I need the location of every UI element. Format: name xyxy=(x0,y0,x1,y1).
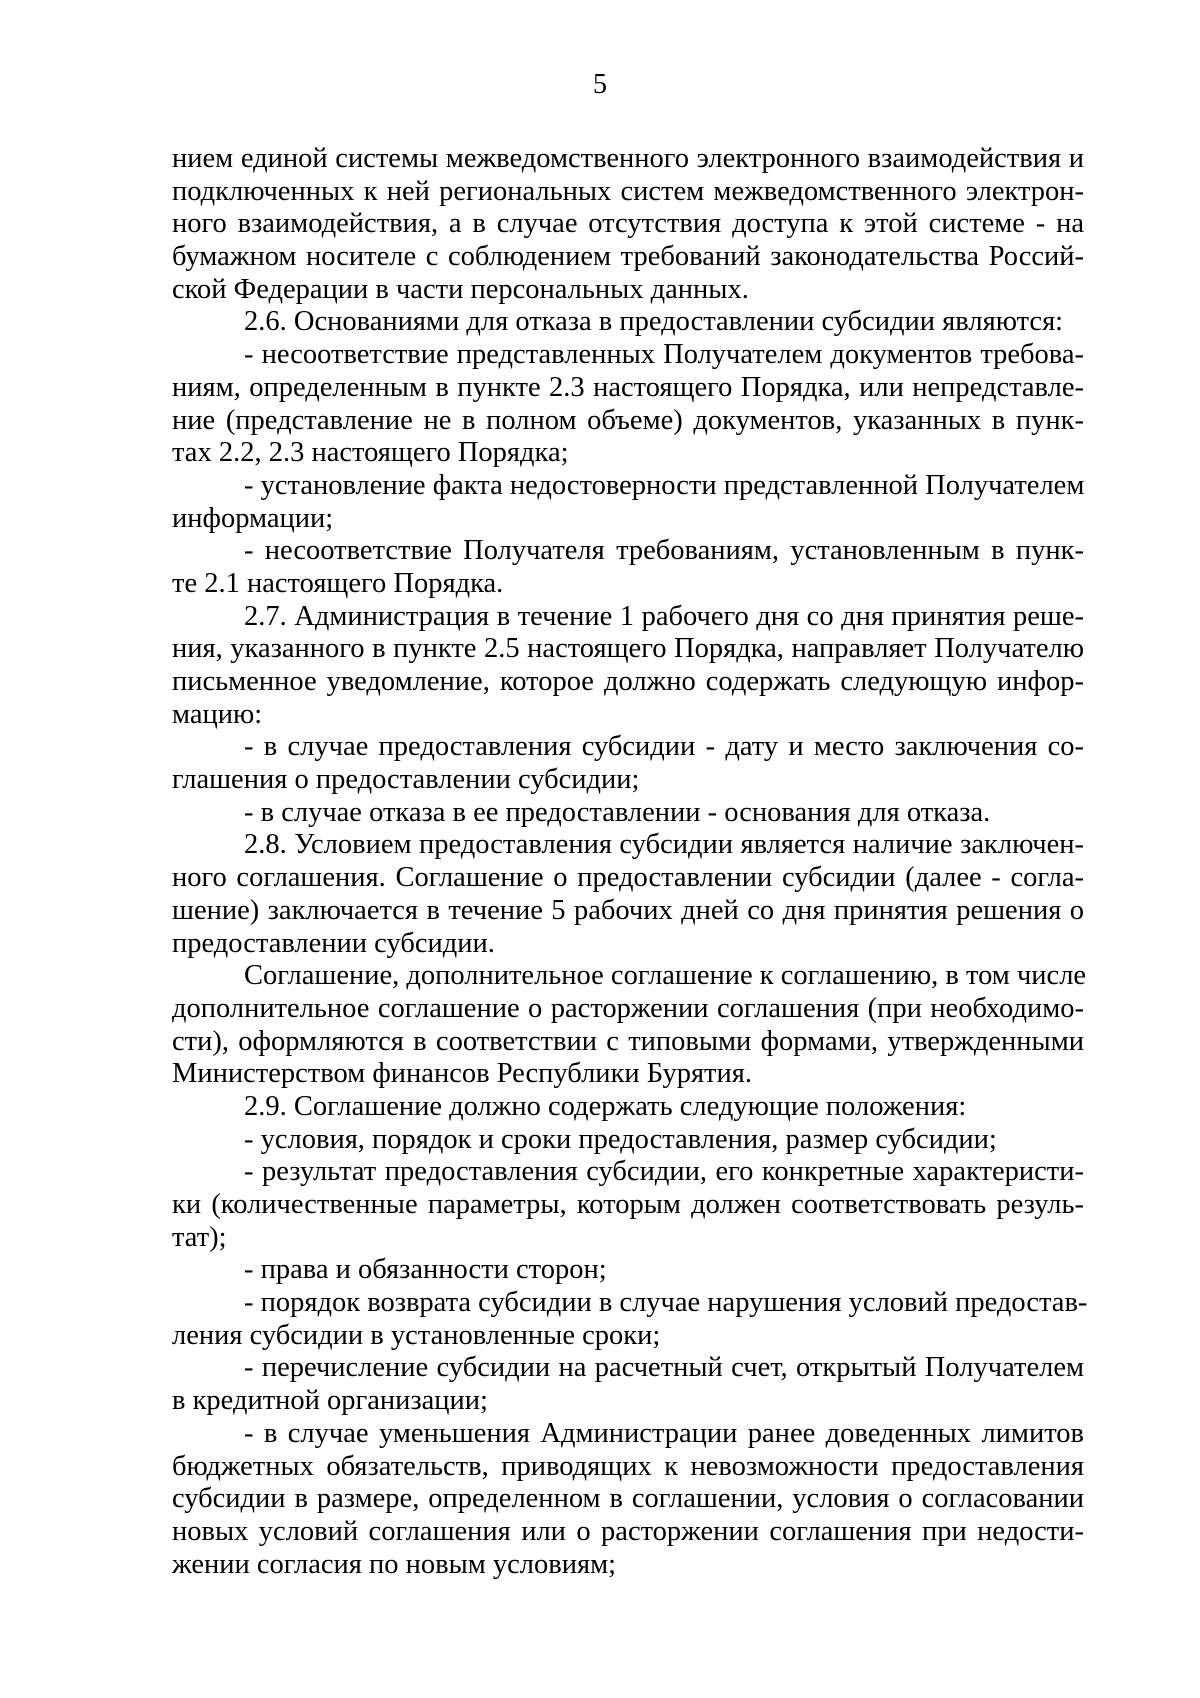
text-line: - результат предоставления субсидии, его конкретные характеристи- xyxy=(244,1156,1084,1188)
text-line: бюджетных обязательств, приводящих к невозможности предоставления xyxy=(172,1450,1084,1482)
text-line: 2.8. Условием предоставления субсидии является наличие заключен- xyxy=(244,829,1084,861)
text-line: - в случае предоставления субсидии - дату и место заключения со- xyxy=(244,731,1084,763)
text-line: 2.6. Основаниями для отказа в предоставлении субсидии являются: xyxy=(244,306,1064,338)
text-line: - установление факта недостоверности представленной Получателем xyxy=(244,469,1085,501)
text-line: 2.9. Соглашение должно содержать следующие положения: xyxy=(244,1090,967,1122)
text-line: новых условий соглашения или о расторжении соглашения при недости- xyxy=(172,1515,1084,1547)
page-number: 5 xyxy=(593,69,607,100)
text-line: ки (количественные параметры, которым должен соответствовать резуль- xyxy=(172,1189,1084,1220)
text-line: дополнительное соглашение о расторжении соглашения (при необходимо- xyxy=(172,992,1084,1024)
text-line: - перечисление субсидии на расчетный счет, открытый Получателем xyxy=(244,1352,1084,1384)
text-line: письменное уведомление, которое должно содержать следующую инфор- xyxy=(172,666,1084,697)
text-line: те 2.1 настоящего Порядка. xyxy=(172,567,504,599)
text-line: в кредитной организации; xyxy=(172,1385,488,1417)
text-line: нием единой системы межведомственного электронного взаимодействия и xyxy=(172,143,1084,174)
text-line: тах 2.2, 2.3 настоящего Порядка; xyxy=(172,437,569,469)
text-line: тат); xyxy=(172,1221,227,1253)
text-line: шение) заключается в течение 5 рабочих дней со дня принятия решения о xyxy=(172,894,1084,926)
text-line: - в случае уменьшения Администрации ранее доведенных лимитов xyxy=(244,1417,1084,1449)
text-line: глашения о предоставлении субсидии; xyxy=(172,764,640,796)
text-line: бумажном носителе с соблюдением требований законодательства Россий- xyxy=(172,241,1084,273)
text-line: мацию: xyxy=(172,698,263,730)
text-line: ного соглашения. Соглашение о предоставлении субсидии (далее - согла- xyxy=(172,862,1084,894)
text-line: подключенных к ней региональных систем межведомственного электрон- xyxy=(172,175,1084,207)
text-line: Министерством финансов Республики Бурятия. xyxy=(172,1058,752,1090)
text-line: - несоответствие представленных Получателем документов требова- xyxy=(244,339,1084,371)
text-line: - порядок возврата субсидии в случае нарушения условий предостав- xyxy=(244,1287,1088,1319)
text-line: ской Федерации в части персональных данных. xyxy=(172,273,749,305)
text-line: - права и обязанности сторон; xyxy=(244,1254,607,1286)
text-line: - условия, порядок и сроки предоставления, размер субсидии; xyxy=(244,1123,997,1155)
text-line: Соглашение, дополнительное соглашение к соглашению, в том числе xyxy=(244,960,1087,992)
text-line: - в случае отказа в ее предоставлении - основания для отказа. xyxy=(244,796,991,828)
text-line: ного взаимодействия, а в случае отсутствия доступа к этой системе - на xyxy=(172,208,1084,240)
text-line: сти), оформляются в соответствии с типовыми формами, утвержденными xyxy=(172,1025,1084,1057)
text-line: ние (представление не в полном объеме) документов, указанных в пунк- xyxy=(172,404,1084,436)
text-line: жении согласия по новым условиям; xyxy=(172,1548,617,1580)
text-line: ления субсидии в установленные сроки; xyxy=(172,1319,661,1351)
document-body xyxy=(172,143,1088,1581)
text-line: ниям, определенным в пункте 2.3 настоящего Порядка, или непредставле- xyxy=(172,371,1084,403)
text-line: ния, указанного в пункте 2.5 настоящего Порядка, направляет Получателю xyxy=(172,633,1084,665)
text-line: 2.7. Администрация в течение 1 рабочего дня со дня принятия реше- xyxy=(244,600,1084,632)
text-line: информации; xyxy=(172,502,334,534)
text-line: предоставлении субсидии. xyxy=(172,927,495,959)
text-line: - несоответствие Получателя требованиям, установленным в пунк- xyxy=(244,535,1084,567)
text-line: субсидии в размере, определенном в соглашении, условия о согласовании xyxy=(172,1483,1084,1515)
